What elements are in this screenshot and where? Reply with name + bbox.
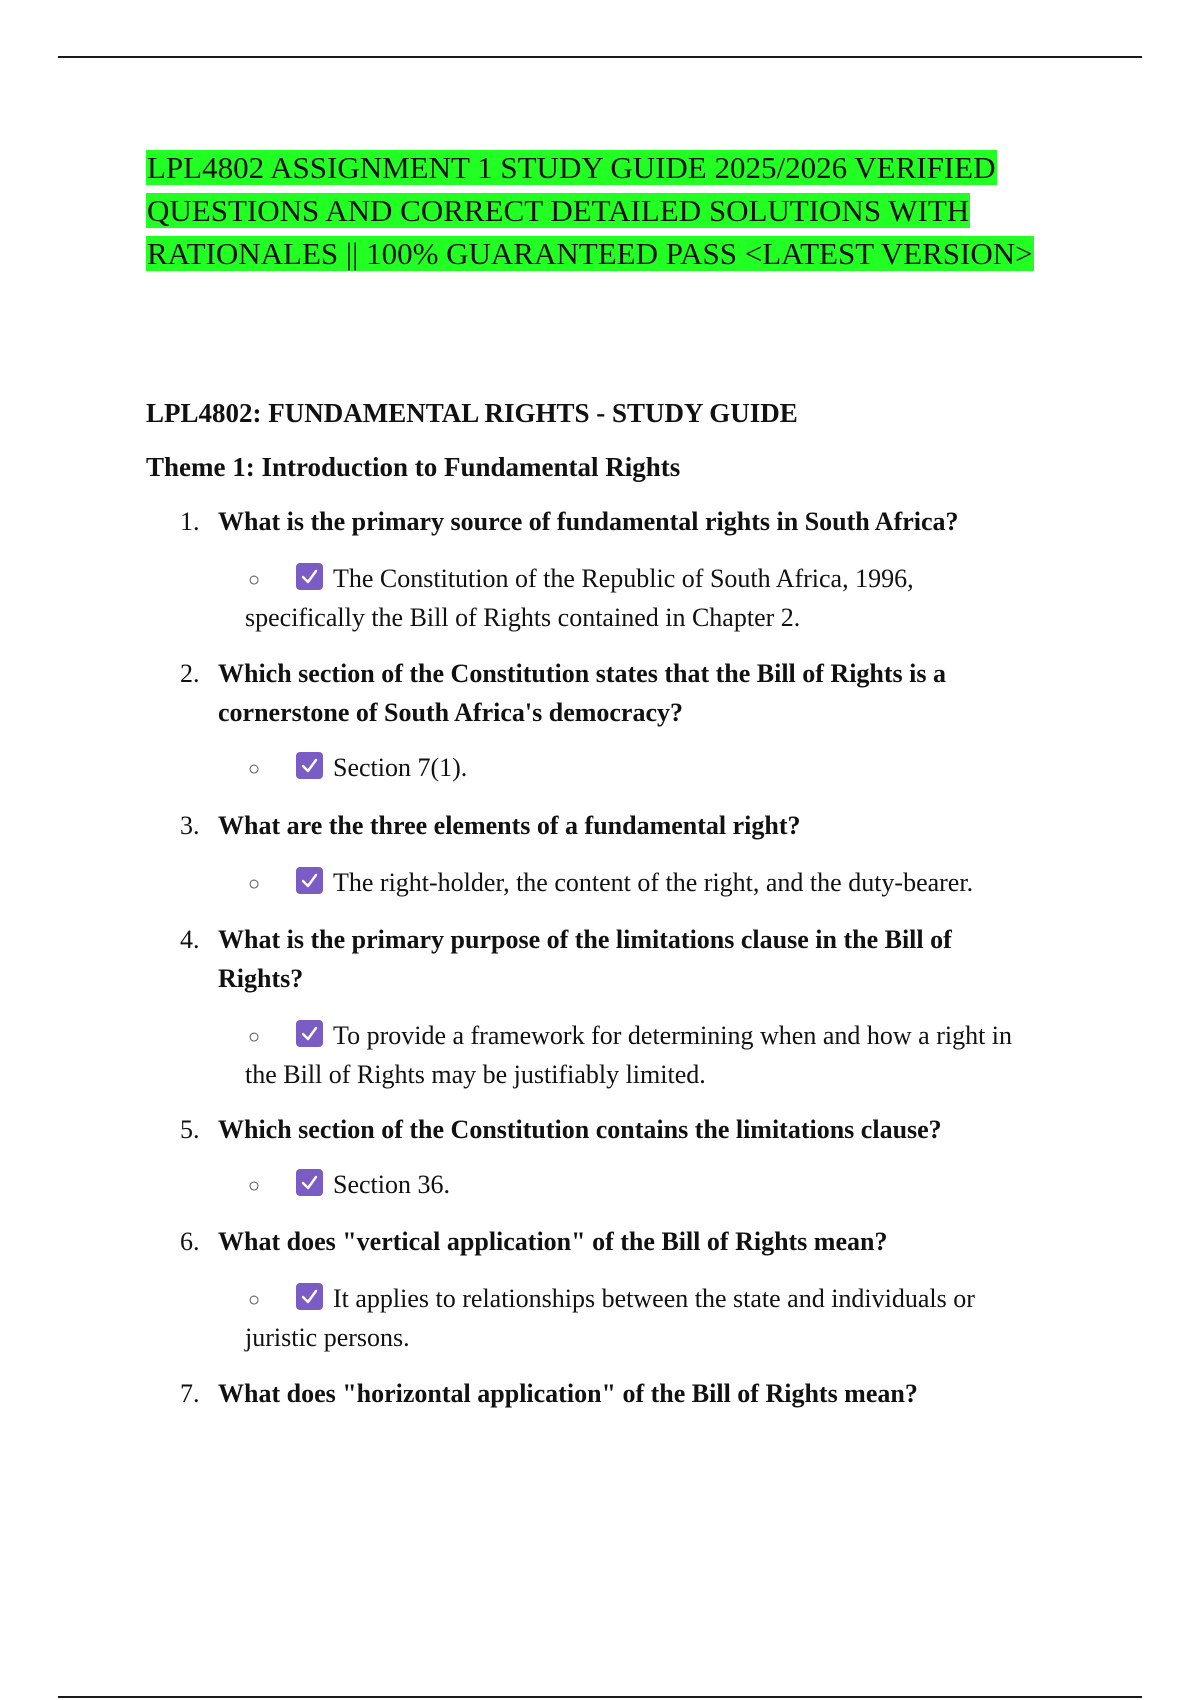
question-text: 6. What does "vertical application" of the Bill of Rights mean?	[180, 1222, 1080, 1261]
answer-item: ○ The right-holder, the content of the right, and the duty-bearer.	[290, 863, 1080, 902]
answer-item: ○ The Constitution of the Republic of South Africa, 1996, specifically the Bill of Rights contained in Chapter 2.	[290, 559, 1080, 637]
banner-line: LPL4802 ASSIGNMENT 1 STUDY GUIDE 2025/2026 VERIFIED	[147, 150, 996, 185]
question-item	[180, 1374, 1080, 1413]
question-item	[180, 920, 1080, 1094]
question-number: 6.	[180, 1227, 200, 1256]
banner-line: QUESTIONS AND CORRECT DETAILED SOLUTIONS WITH	[147, 193, 970, 228]
question-item	[180, 654, 1080, 787]
answer-item: ○ Section 36.	[290, 1165, 1080, 1204]
top-rule	[58, 56, 1142, 58]
question-number: 7.	[180, 1379, 200, 1408]
bullet-circle-icon: ○	[248, 1289, 261, 1311]
check-box-icon	[296, 867, 323, 894]
question-text: 3. What are the three elements of a fundamental right?	[180, 806, 1080, 845]
answer-item: ○ It applies to relationships between the state and individuals or juristic persons.	[290, 1279, 1080, 1357]
question-text: 2. Which section of the Constitution states that the Bill of Rights is a cornerstone of South Africa's democracy?	[180, 654, 1080, 732]
answer-item: ○ Section 7(1).	[290, 748, 1080, 787]
bullet-circle-icon: ○	[248, 1175, 261, 1197]
bullet-circle-icon: ○	[248, 873, 261, 895]
check-box-icon	[296, 1169, 323, 1196]
question-item	[180, 1110, 1080, 1204]
question-item	[180, 1222, 1080, 1357]
question-number: 2.	[180, 659, 200, 688]
check-box-icon	[296, 1283, 323, 1310]
bullet-circle-icon: ○	[248, 569, 261, 591]
banner-line: RATIONALES || 100% GUARANTEED PASS <LATEST VERSION>	[147, 236, 1033, 271]
question-item	[180, 806, 1080, 902]
check-box-icon	[296, 752, 323, 779]
check-box-icon	[296, 1020, 323, 1047]
check-box-icon	[296, 563, 323, 590]
question-text: 7. What does "horizontal application" of the Bill of Rights mean?	[180, 1374, 1080, 1413]
bottom-rule	[58, 1696, 1142, 1698]
question-text: 5. Which section of the Constitution contains the limitations clause?	[180, 1110, 1080, 1149]
question-text: 4. What is the primary purpose of the limitations clause in the Bill of Rights?	[180, 920, 1080, 998]
title-banner	[146, 146, 1086, 275]
document-title: LPL4802: FUNDAMENTAL RIGHTS - STUDY GUIDE	[146, 398, 798, 428]
question-number: 4.	[180, 925, 200, 954]
question-item	[180, 502, 1080, 637]
question-number: 3.	[180, 811, 200, 840]
question-number: 5.	[180, 1115, 200, 1144]
answer-item: ○ To provide a framework for determining when and how a right in the Bill of Rights may be justifiably limited.	[290, 1016, 1080, 1094]
question-number: 1.	[180, 507, 200, 536]
question-text: 1. What is the primary source of fundamental rights in South Africa?	[180, 502, 1080, 541]
bullet-circle-icon: ○	[248, 1026, 261, 1048]
bullet-circle-icon: ○	[248, 758, 261, 780]
theme-heading: Theme 1: Introduction to Fundamental Rights	[146, 452, 681, 482]
